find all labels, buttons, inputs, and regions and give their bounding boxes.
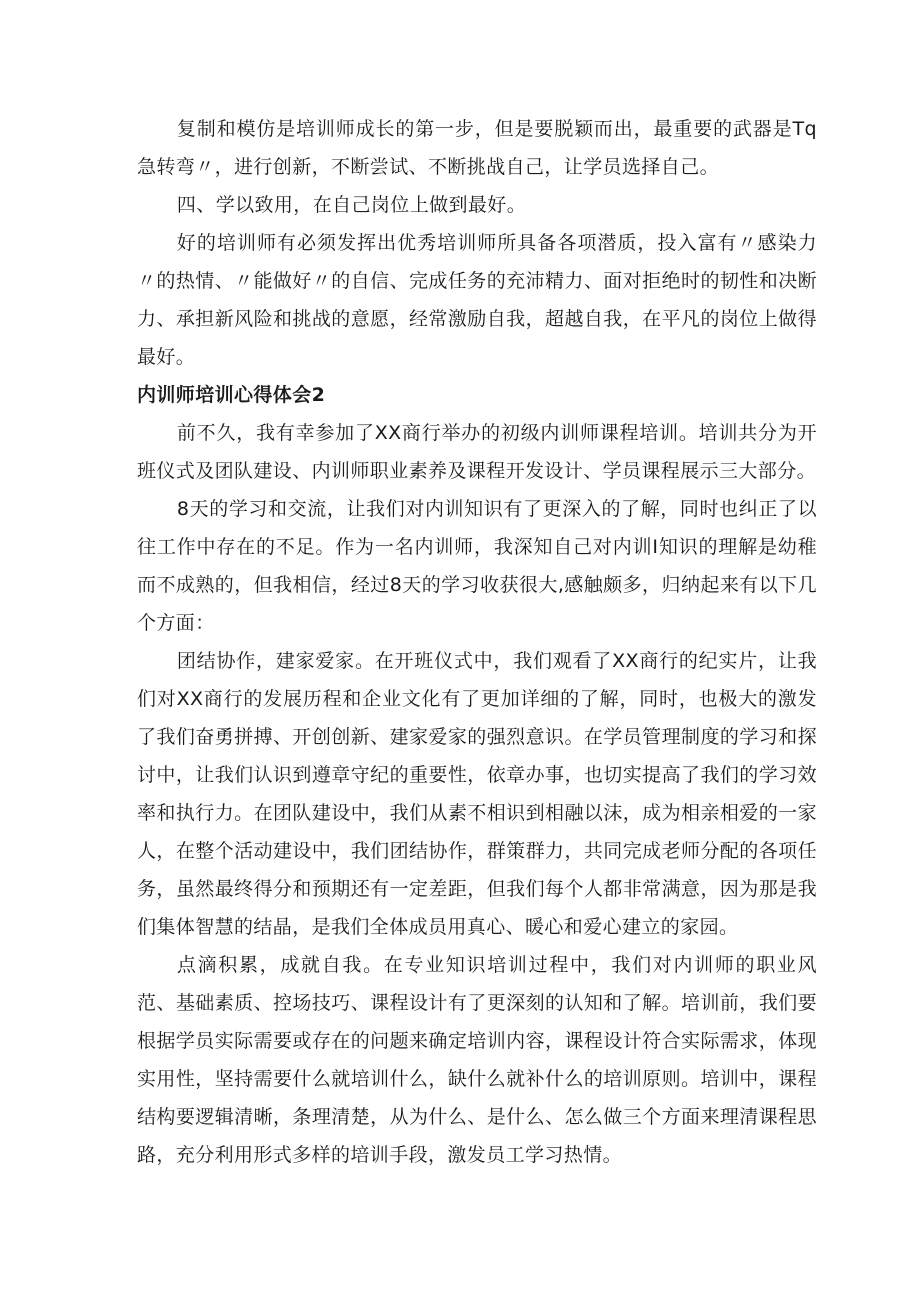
paragraph-6: 团结协作，建家爱家。在开班仪式中，我们观看了XX商行的纪实片，让我们对XX商行的发展历程和企业文化有了更加详细的了解，同时，也极大的激发了我们奋勇拼搏、开创创新、建家爱家的强烈意识。在学员管理制度的学习和探讨中，让我们认识到遵章守纪的重要性，依章办事，也切实提高了我们的学习效率和执行力。在团队建设中，我们从素不相识到相融以沫，成为相亲相爱的一家人，在整个活动建设中，我们团结协作，群策群力，共同完成老师分配的各项任务，虽然最终得分和预期还有一定差距，但我们每个人都非常满意，因为那是我们集体智慧的结晶，是我们全体成员用真心、暖心和爱心建立的家园。 xyxy=(137,650,817,938)
section-heading: 内训师培训心得体会2 xyxy=(137,384,326,406)
paragraph-5: 8天的学习和交流，让我们对内训知识有了更深入的了解，同时也纠正了以往工作中存在的不足。作为一名内训师，我深知自己对内训I知识的理解是幼稚而不成熟的，但我相信，经过8天的学习收获很大,感触颇多，归纳起来有以下几个方面： xyxy=(137,498,817,634)
paragraph-2: 四、学以致用，在自己岗位上做到最好。 xyxy=(176,194,527,216)
paragraph-7: 点滴积累，成就自我。在专业知识培训过程中，我们对内训师的职业风范、基础素质、控场技巧、课程设计有了更深刻的认知和了解。培训前，我们要根据学员实际需要或存在的问题来确定培训内容，课程设计符合实际需求，体现实用性，坚持需要什么就培训什么，缺什么就补什么的培训原则。培训中，课程结构要逻辑清晰，条理清楚，从为什么、是什么、怎么做三个方面来理清课程思路，充分利用形式多样的培训手段，激发员工学习热情。 xyxy=(137,954,817,1166)
document-body xyxy=(137,110,817,1174)
paragraph-1: 复制和模仿是培训师成长的第一步，但是要脱颖而出，最重要的武器是Tq急转弯〃，进行创新，不断尝试、不断挑战自己，让学员选择自己。 xyxy=(137,118,817,178)
paragraph-3: 好的培训师有必须发挥出优秀培训师所具备各项潜质，投入富有〃感染力〃的热情、〃能做好〃的自信、完成任务的充沛精力、面对拒绝时的韧性和决断力、承担新风险和挑战的意愿，经常激励自我，超越自我，在平凡的岗位上做得最好。 xyxy=(137,232,817,368)
paragraph-4: 前不久，我有幸参加了XX商行举办的初级内训师课程培训。培训共分为开班仪式及团队建设、内训师职业素养及课程开发设计、学员课程展示三大部分。 xyxy=(137,422,817,482)
